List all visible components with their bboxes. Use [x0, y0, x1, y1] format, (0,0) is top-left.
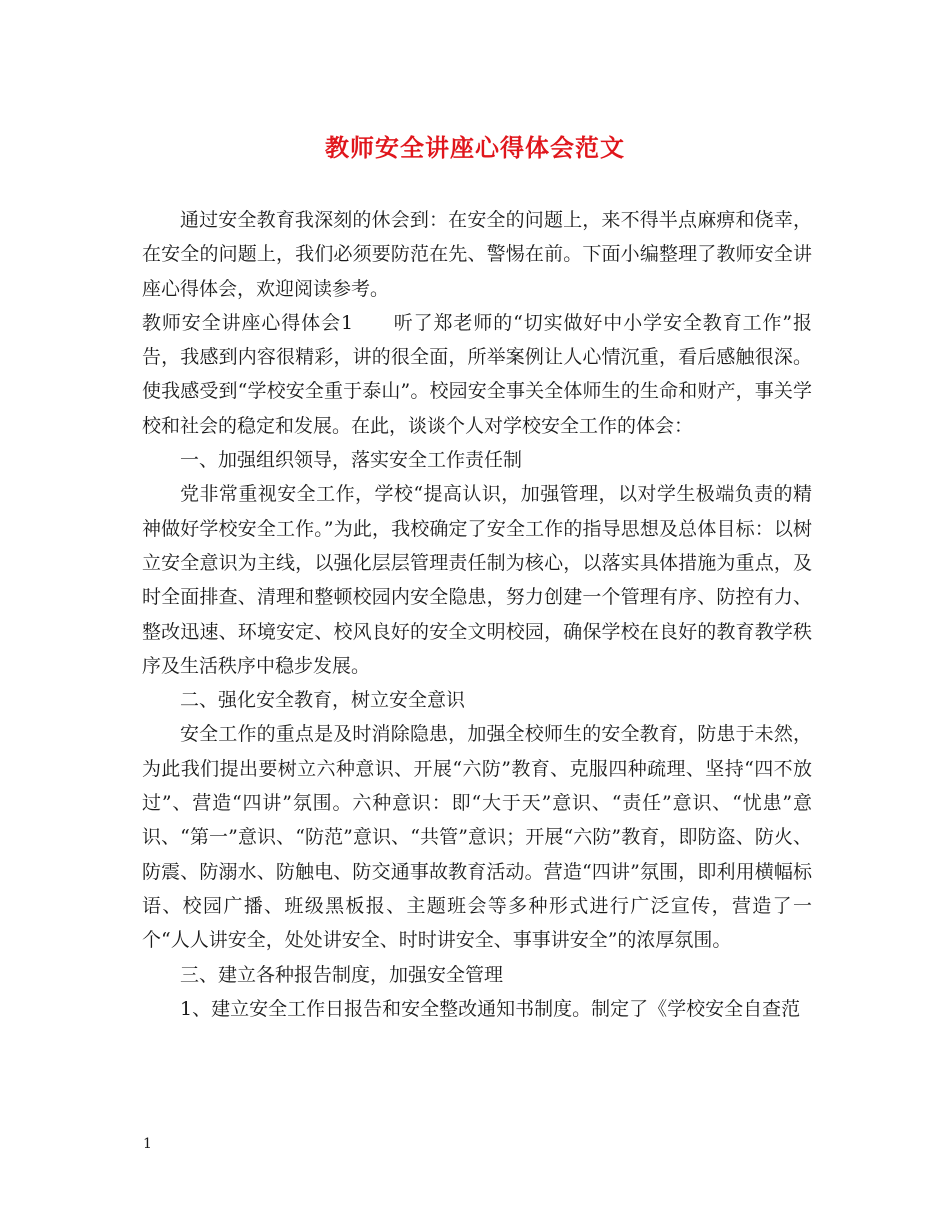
section-paragraph-1: 党非常重视安全工作，学校“提高认识，加强管理，以对学生极端负责的精神做好学校安全工作。”为此，我校确定了安全工作的指导思想及总体目标：以树立安全意识为主线，以强化层层管理责任制为核心，以落实具体措施为重点，及时全面排查、清理和整顿校园内安全隐患，努力创建一个管理有序、防控有力、整改迅速、环境安定、校风良好的安全文明校园，确保学校在良好的教育教学秩序及生活秩序中稳步发展。	[142, 483, 812, 677]
section-paragraph-3: 1、建立安全工作日报告和安全整改通知书制度。制定了《学校安全自查范	[180, 997, 801, 1020]
document-title: 教师安全讲座心得体会范文	[325, 134, 625, 162]
experience-paragraph-1: 教师安全讲座心得体会1 听了郑老师的“切实做好中小学安全教育工作”报告，我感到内容很精彩，讲的很全面，所举案例让人心情沉重，看后感触很深。使我感受到“学校安全重于泰山”。校园安全事关全体师生的生命和财产，事关学校和社会的稳定和发展。在此，谈谈个人对学校安全工作的体会：	[142, 311, 812, 437]
section-heading-1: 一、加强组织领导，落实安全工作责任制	[180, 449, 523, 472]
document-body	[142, 203, 812, 1026]
section-paragraph-2: 安全工作的重点是及时消除隐患，加强全校师生的安全教育，防患于未然，为此我们提出要树立六种意识、开展“六防”教育、克服四种疏理、坚持“四不放过”、营造“四讲”氛围。六种意识：即“大于天”意识、“责任”意识、“忧患”意识、“第一”意识、“防范”意识、“共管”意识；开展“六防”教育，即防盗、防火、防震、防溺水、防触电、防交通事故教育活动。营造“四讲”氛围，即利用横幅标语、校园广播、班级黑板报、主题班会等多种形式进行广泛宣传，营造了一个“人人讲安全，处处讲安全、时时讲安全、事事讲安全”的浓厚氛围。	[142, 723, 812, 952]
intro-paragraph: 通过安全教育我深刻的休会到：在安全的问题上，来不得半点麻痹和侥幸，在安全的问题上，我们必须要防范在先、警惕在前。下面小编整理了教师安全讲座心得体会，欢迎阅读参考。	[142, 209, 812, 300]
section-heading-3: 三、建立各种报告制度，加强安全管理	[180, 963, 504, 986]
page-number: 1	[143, 1136, 152, 1152]
section-heading-2: 二、强化安全教育，树立安全意识	[180, 689, 466, 712]
